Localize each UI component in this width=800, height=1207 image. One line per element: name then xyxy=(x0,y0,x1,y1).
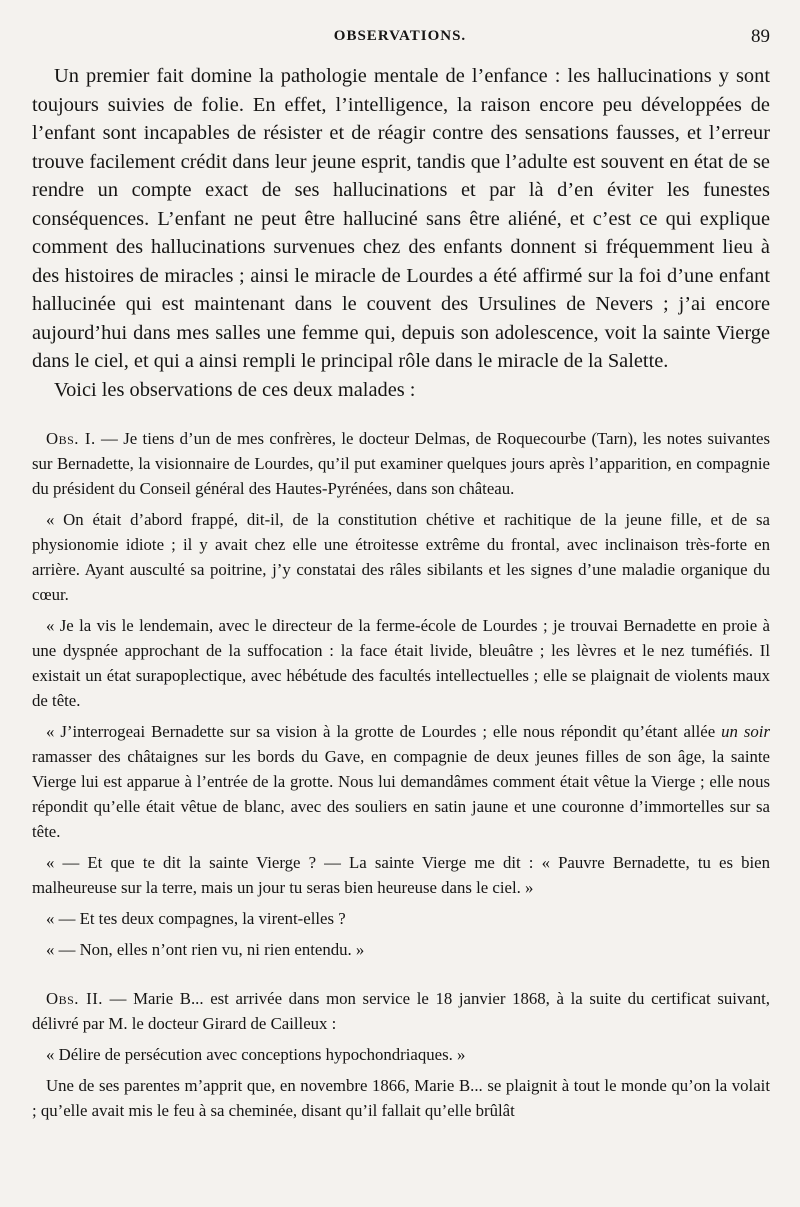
running-title: OBSERVATIONS. xyxy=(333,28,467,44)
observation-1 xyxy=(32,426,770,962)
obs1-label: Obs. I. xyxy=(46,429,96,448)
page-header xyxy=(0,28,800,54)
obs1-quote-3-em: un soir xyxy=(721,722,770,741)
page-body xyxy=(32,62,770,1123)
obs1-quote-3 xyxy=(32,719,770,844)
intro-paragraph: Un premier fait domine la pathologie mentale de l’enfance : les hallucinations y sont toujours suivies de folie. En effet, l’intelligence, la raison encore peu développées de l’enfant sont incapables de résister et de réagir contre des sensations fausses, et l’erreur trouve facilement crédit dans leur jeune esprit, tandis que l’adulte est souvent en état de se rendre un compte exact de ses hallucinations et par là d’en éviter les funestes conséquences. L’enfant ne peut être halluciné sans être aliéné, et c’est ce qui explique comment des hallucinations survenues chez des enfants donnent si fréquemment lieu à des histoires de miracles ; ainsi le miracle de Lourdes a été affirmé sur la foi d’une enfant hallucinée qui est maintenant dans le couvent des Ursulines de Nevers ; j’ai encore aujourd’hui dans mes salles une femme qui, depuis son adolescence, voit la sainte Vierge dans le ciel, et qui a ainsi rempli le principal rôle dans le miracle de la Salette. xyxy=(32,65,770,372)
obs1-quote-6: « — Non, elles n’ont rien vu, ni rien entendu. » xyxy=(46,940,365,959)
page-number: 89 xyxy=(751,26,770,47)
obs1-text: — Je tiens d’un de mes confrères, le docteur Delmas, de Roquecourbe (Tarn), les notes suivantes sur Bernadette, la visionnaire de Lourdes, qu’il put examiner quelques jours après l’apparition, en compagnie du président du Conseil général des Hautes-Pyrénées, dans son château. xyxy=(32,429,770,498)
obs2-quote-1: « Délire de persécution avec conceptions hypochondriaques. » xyxy=(46,1045,466,1064)
obs1-intro xyxy=(32,426,770,501)
obs1-quote-3-b: ramasser des châtaignes sur les bords du Gave, en compagnie de deux jeunes filles de son âge, la sainte Vierge lui est apparue à l’entrée de la grotte. Nous lui demandâmes comment était vêtue la Vierge ; elle nous répondit qu’elle était vêtue de blanc, avec des souliers en satin jaune et une couronne d’immortelles sur sa tête. xyxy=(32,747,770,841)
obs2-intro xyxy=(32,986,770,1036)
obs2-text: — Marie B... est arrivée dans mon service le 18 janvier 1868, à la suite du certificat suivant, délivré par M. le docteur Girard de Cailleux : xyxy=(32,989,771,1033)
obs1-quote-4: « — Et que te dit la sainte Vierge ? — La sainte Vierge me dit : « Pauvre Bernadette, tu es bien malheureuse sur la terre, mais un jour tu seras bien heureuse dans le ciel. » xyxy=(32,853,770,897)
obs1-quote-5: « — Et tes deux compagnes, la virent-elles ? xyxy=(46,909,346,928)
intro-section xyxy=(32,62,770,404)
observation-2 xyxy=(32,986,770,1123)
obs1-quote-2: « Je la vis le lendemain, avec le directeur de la ferme-école de Lourdes ; je trouvai Bernadette en proie à une dyspnée approchant de la suffocation : la face était livide, bleuâtre ; les lèvres et le nez tuméfiés. Il existait un état surapoplectique, avec hébétude des facultés intellectuelles ; elle se plaignait de violents maux de tête. xyxy=(32,616,770,710)
obs1-quote-3-a: « J’interrogeai Bernadette sur sa vision à la grotte de Lourdes ; elle nous répondit qu’étant allée xyxy=(46,722,722,741)
obs2-paragraph: Une de ses parentes m’apprit que, en novembre 1866, Marie B... se plaignit à tout le monde qu’on la volait ; qu’elle avait mis le feu à sa cheminée, disant qu’il fallait qu’elle brûlât xyxy=(32,1076,770,1120)
obs1-quote-1: « On était d’abord frappé, dit-il, de la constitution chétive et rachitique de la jeune fille, et de sa physionomie idiote ; il y avait chez elle une étroitesse extrême du frontal, avec inclinaison très-forte en arrière. Ayant ausculté sa poitrine, j’y constatai des râles sibilants et les signes d’une maladie organique du cœur. xyxy=(32,510,770,604)
intro-paragraph-2: Voici les observations de ces deux malades : xyxy=(54,378,416,401)
obs2-label: Obs. II. xyxy=(46,989,104,1008)
